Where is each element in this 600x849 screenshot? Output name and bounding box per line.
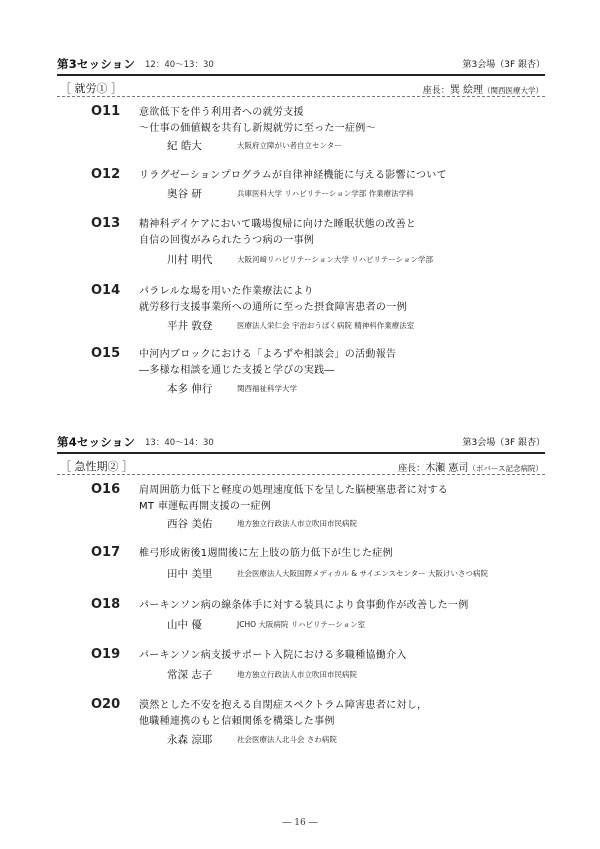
presenter-name: 紀 皓大	[167, 140, 202, 152]
title-line: パーキンソン病の線条体手に対する装具により食事動作が改善した一例	[139, 600, 469, 611]
session-3	[57, 56, 545, 395]
presenter-affiliation: 兵庫医科大学 リハビリテーション学部 作業療法学科	[237, 189, 414, 198]
session-venue: 第3会場（3F 銀杏）	[462, 60, 545, 70]
presenter-affiliation: 医療法人栄仁会 宇治おうばく病院 精神科作業療法室	[237, 321, 415, 330]
presenter-affiliation: 地方独立行政法人市立吹田市民病院	[237, 519, 357, 528]
chair-affiliation: （関西医療大学）	[483, 86, 543, 95]
session-4	[57, 434, 545, 746]
title-line: 就労移行支援事業所への通所に至った摂食障害患者の一例	[139, 302, 407, 313]
chair-label: 座長：	[422, 86, 450, 96]
presenter-name: 川村 明代	[167, 254, 213, 266]
presentation-id: O19	[91, 647, 121, 662]
presenter-affiliation: JCHO 大阪病院 リハビリテーション室	[237, 620, 366, 629]
chair-label: 座長：	[398, 464, 426, 474]
title-line: ―多様な相談を通じた支援と学びの実践―	[139, 365, 335, 376]
session-subheader	[57, 76, 545, 97]
presentation-title	[139, 105, 376, 137]
title-line: 自信の回復がみられたうつ病の一事例	[139, 235, 315, 246]
chair-name: 木瀬 憲司	[425, 463, 469, 474]
presentation-title	[139, 284, 407, 316]
presentation-id: O12	[91, 167, 121, 182]
session-subheader	[57, 454, 545, 475]
presentation-title	[139, 648, 407, 664]
presentation-id: O13	[91, 216, 121, 231]
presentation-id: O18	[91, 597, 121, 612]
session-category: ［ 就労① ］	[60, 82, 122, 95]
title-line: 他職種連携のもと信頼関係を構築した事例	[139, 716, 335, 727]
presenter-name: 田中 美里	[167, 568, 213, 580]
presenter-affiliation: 社会医療法人北斗会 さわ病院	[237, 735, 337, 744]
presentation-id: O16	[91, 482, 121, 497]
session-title: 第3セッション	[57, 57, 136, 71]
session-header	[57, 56, 545, 76]
presentation-id: O17	[91, 545, 121, 560]
presentation-title	[139, 168, 447, 184]
title-line: 中河内ブロックにおける「よろずや相談会」の活動報告	[139, 349, 397, 360]
title-line: 椎弓形成術後1週間後に左上肢の筋力低下が生じた症例	[139, 548, 393, 559]
presenter-affiliation: 社会医療法人大阪国際メディカル & サイエンスセンター 大阪けいさつ病院	[237, 569, 489, 578]
session-category: ［ 急性期② ］	[60, 460, 133, 473]
chair-name: 巽 絵理	[449, 85, 483, 96]
title-line: 意欲低下を伴う利用者への就労支援	[139, 107, 304, 118]
chair-affiliation: （ボバース記念病院）	[468, 464, 543, 473]
session-chair	[398, 459, 543, 474]
presenter-affiliation: 地方独立行政法人市立吹田市民病院	[237, 670, 357, 679]
presentation-id: O15	[91, 346, 121, 361]
title-line: 漠然とした不安を抱える自閉症スペクトラム障害患者に対し，	[139, 700, 428, 711]
session-title: 第4セッション	[57, 435, 136, 449]
session-chair	[423, 81, 543, 96]
session-time: 13：40～14：30	[145, 438, 214, 448]
presentation-id: O20	[91, 697, 121, 712]
presenter-name: 山中 優	[167, 619, 202, 631]
presentation-title	[139, 698, 427, 730]
session-venue: 第3会場（3F 銀杏）	[462, 438, 545, 448]
title-line: パラレルな場を用いた作業療法により	[139, 286, 314, 297]
presentation-title	[139, 347, 396, 379]
presenter-affiliation: 関西福祉科学大学	[237, 384, 297, 393]
presentation-title	[139, 217, 416, 249]
presentation-title	[139, 483, 448, 515]
title-line: 肩周囲筋力低下と軽度の処理速度低下を呈した脳梗塞患者に対する	[139, 485, 448, 496]
presenter-name: 本多 伸行	[167, 383, 213, 395]
title-line: ～仕事の価値観を共有し新規就労に至った一症例～	[139, 123, 376, 134]
presenter-affiliation: 大阪河﨑リハビリテーション大学 リハビリテーション学部	[237, 255, 434, 264]
presenter-name: 奥谷 研	[167, 188, 202, 200]
page-number: ― 16 ―	[282, 818, 318, 828]
presentation-id: O11	[91, 104, 121, 119]
presenter-name: 永森 涼耶	[167, 734, 213, 746]
title-line: 精神科デイケアにおいて職場復帰に向けた睡眠状態の改善と	[139, 219, 417, 230]
presenter-name: 常深 志子	[167, 669, 213, 681]
title-line: パーキンソン病支援サポート入院における多職種協働介入	[139, 650, 407, 661]
title-line: リラグゼーションプログラムが自律神経機能に与える影響について	[139, 170, 447, 181]
presenter-name: 西谷 美佑	[167, 518, 213, 530]
presenter-affiliation: 大阪府立障がい者自立センター	[237, 141, 342, 150]
presenter-name: 平井 敦登	[167, 320, 213, 332]
session-header	[57, 434, 545, 454]
presentation-id: O14	[91, 283, 121, 298]
presentation-title	[139, 546, 393, 562]
session-time: 12：40～13：30	[145, 60, 214, 70]
presentation-title	[139, 598, 469, 614]
title-line: MT 車運転再開支援の一症例	[139, 501, 272, 512]
